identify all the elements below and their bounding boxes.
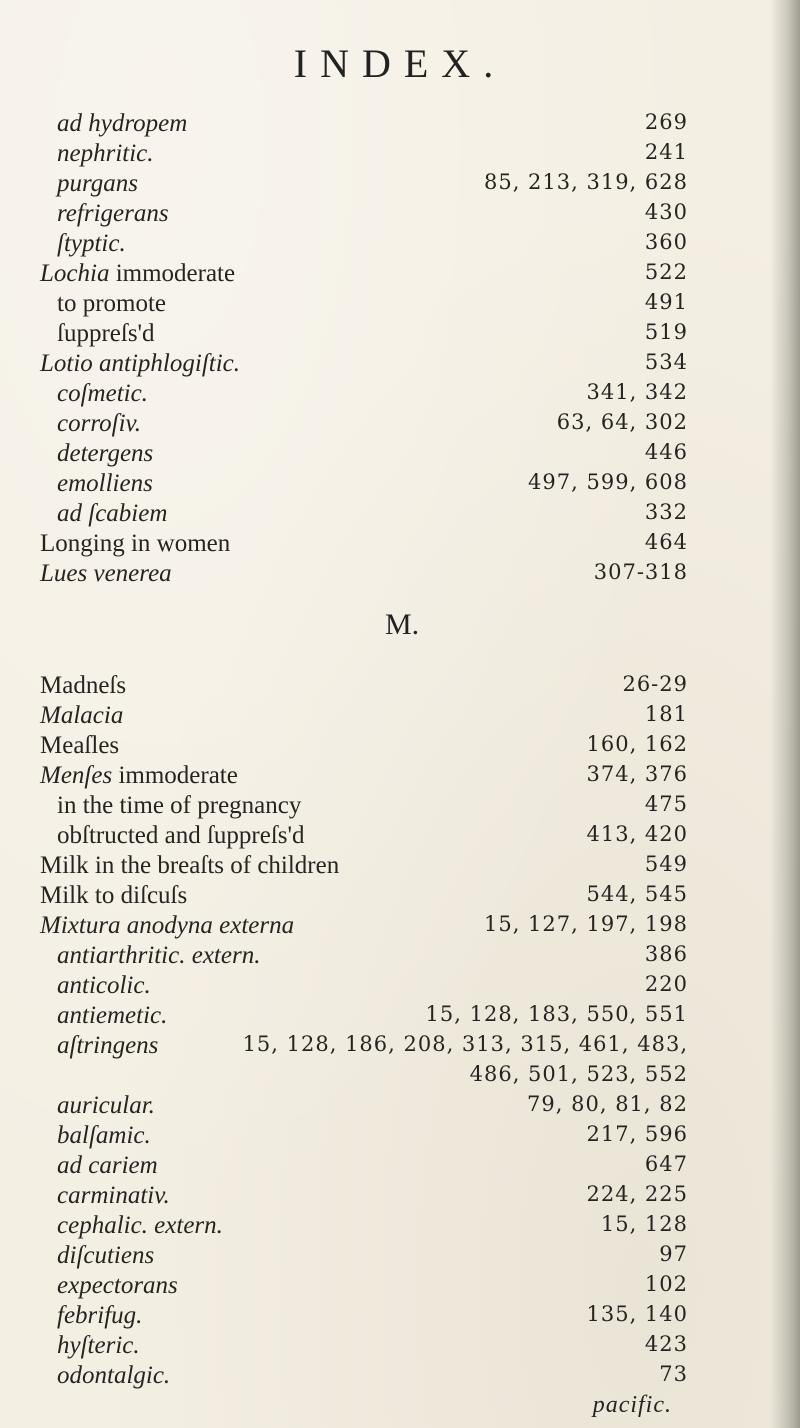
entry-term: Madneſs [40, 672, 127, 699]
entry-pages: 486, 501, 523, 552 [469, 1062, 688, 1086]
entry-term: antiarthritic. extern. [57, 942, 261, 969]
entry-pages: 224, 225 [586, 1182, 688, 1206]
index-entry [0, 560, 800, 592]
index-entry [0, 410, 800, 442]
entry-pages: 519 [644, 320, 688, 344]
entry-term: Lotio antiphlogiſtic. [40, 350, 241, 377]
index-entry [0, 230, 800, 262]
entry-term: corroſiv. [57, 410, 142, 437]
index-entry [0, 350, 800, 382]
entry-term: refrigerans [57, 200, 169, 227]
page-header: INDEX. [293, 41, 507, 86]
entry-term: coſmetic. [57, 380, 148, 407]
entry-term: Lues venerea [40, 560, 172, 587]
entry-pages: 497, 599, 608 [528, 470, 688, 494]
entry-pages: 15, 128, 186, 208, 313, 315, 461, 483, [242, 1032, 688, 1056]
catchword: pacific. [592, 1392, 672, 1418]
entry-term: purgans [57, 170, 139, 197]
entry-pages: 534 [644, 350, 688, 374]
entry-term: balſamic. [57, 1122, 151, 1149]
index-entry [0, 1152, 800, 1184]
index-entry [0, 440, 800, 472]
entry-term: expectorans [57, 1272, 178, 1299]
entry-pages: 26-29 [622, 672, 688, 696]
entry-pages: 85, 213, 319, 628 [483, 170, 688, 194]
entry-pages: 341, 342 [586, 380, 688, 404]
entry-pages: 549 [644, 852, 688, 876]
index-entry [0, 1092, 800, 1124]
index-entry [0, 170, 800, 202]
entry-term: detergens [57, 440, 154, 467]
entry-pages: 79, 80, 81, 82 [527, 1092, 688, 1116]
catchword-line [0, 1392, 800, 1424]
entry-term-italic: Menſes [40, 762, 113, 789]
index-entry [0, 470, 800, 502]
entry-pages: 15, 128, 183, 550, 551 [425, 1002, 688, 1026]
entry-pages: 423 [644, 1332, 688, 1356]
entry-pages: 135, 140 [586, 1302, 688, 1326]
index-entry [0, 530, 800, 562]
index-entry [0, 672, 800, 704]
entry-pages: 217, 596 [586, 1122, 688, 1146]
entry-pages: 446 [644, 440, 688, 464]
index-entry [0, 822, 800, 854]
entry-term: ad cariem [57, 1152, 158, 1179]
index-entry [0, 110, 800, 142]
index-entry [0, 320, 800, 352]
entry-pages: 220 [644, 972, 688, 996]
entry-term: in the time of pregnancy [57, 792, 302, 819]
index-entry [0, 1062, 800, 1094]
entry-term: diſcutiens [57, 1242, 155, 1269]
entry-term: auricular. [57, 1092, 155, 1119]
index-entry [0, 1122, 800, 1154]
entry-term: ſtyptic. [57, 230, 126, 257]
entry-pages: 647 [644, 1152, 688, 1176]
index-entry [0, 1032, 800, 1064]
index-entry [0, 290, 800, 322]
index-entry [0, 1182, 800, 1214]
index-entry [0, 1332, 800, 1364]
entry-pages: 413, 420 [586, 822, 688, 846]
entry-term: Mixtura anodyna externa [40, 912, 295, 939]
entry-term: anticolic. [57, 972, 151, 999]
entry-term: Meaſles [40, 732, 120, 759]
entry-pages: 97 [659, 1242, 688, 1266]
index-entry [0, 500, 800, 532]
index-entry [0, 1242, 800, 1274]
entry-term: to promote [57, 290, 167, 317]
entry-term: ſuppreſs'd [57, 320, 155, 347]
index-entry [0, 732, 800, 764]
index-entry [0, 200, 800, 232]
entry-pages: 307-318 [593, 560, 688, 584]
entry-pages: 181 [644, 702, 688, 726]
index-entry [0, 1362, 800, 1394]
entry-term: hyſteric. [57, 1332, 140, 1359]
entry-pages: 15, 128 [600, 1212, 688, 1236]
entry-term: Malacia [40, 702, 124, 729]
index-entry [0, 702, 800, 734]
entry-pages: 360 [644, 230, 688, 254]
entry-term: ad hydropem [57, 110, 188, 137]
index-entry [0, 1002, 800, 1034]
entry-pages: 374, 376 [586, 762, 688, 786]
section-letter: M. [385, 608, 420, 641]
entry-term: febrifug. [57, 1302, 143, 1329]
entry-pages: 430 [644, 200, 688, 224]
entry-term-roman: immoderate [112, 762, 238, 789]
entry-term: odontalgic. [57, 1362, 171, 1389]
entry-pages: 269 [644, 110, 688, 134]
index-entry [0, 762, 800, 794]
entry-pages: 332 [644, 500, 688, 524]
index-entry [0, 942, 800, 974]
index-entry [0, 1302, 800, 1334]
entry-pages: 386 [644, 942, 688, 966]
entry-pages: 544, 545 [586, 882, 688, 906]
entry-term: Milk to diſcuſs [40, 882, 188, 909]
entry-term [40, 260, 235, 288]
entry-pages: 464 [644, 530, 688, 554]
entry-term: carminativ. [57, 1182, 170, 1209]
entry-term: antiemetic. [57, 1002, 168, 1029]
index-entry [0, 1272, 800, 1304]
entry-pages: 15, 127, 197, 198 [483, 912, 688, 936]
entry-term: nephritic. [57, 140, 154, 167]
entry-pages: 63, 64, 302 [556, 410, 688, 434]
entry-pages: 241 [644, 140, 688, 164]
entry-term: emolliens [57, 470, 153, 497]
index-entry [0, 380, 800, 412]
index-entry [0, 852, 800, 884]
entry-term: Longing in women [40, 530, 231, 557]
entry-pages: 160, 162 [586, 732, 688, 756]
index-entry [0, 140, 800, 172]
entry-term: aſtringens [57, 1032, 159, 1059]
entry-pages: 102 [644, 1272, 688, 1296]
entry-pages: 73 [659, 1362, 688, 1386]
index-entry [0, 882, 800, 914]
index-entry [0, 912, 800, 944]
entry-pages: 491 [644, 290, 688, 314]
entry-term-italic: Lochia [40, 260, 110, 287]
entry-pages: 475 [644, 792, 688, 816]
index-entry [0, 972, 800, 1004]
entry-term [40, 762, 238, 790]
entry-pages: 522 [644, 260, 688, 284]
entry-term-roman: immoderate [109, 260, 236, 287]
entry-term: obſtructed and ſuppreſs'd [57, 822, 305, 849]
entry-term: Milk in the breaſts of children [40, 852, 340, 879]
index-entry [0, 260, 800, 292]
entry-term: ad ſcabiem [57, 500, 168, 527]
index-entry [0, 792, 800, 824]
index-entry [0, 1212, 800, 1244]
entry-term: cephalic. extern. [57, 1212, 223, 1239]
